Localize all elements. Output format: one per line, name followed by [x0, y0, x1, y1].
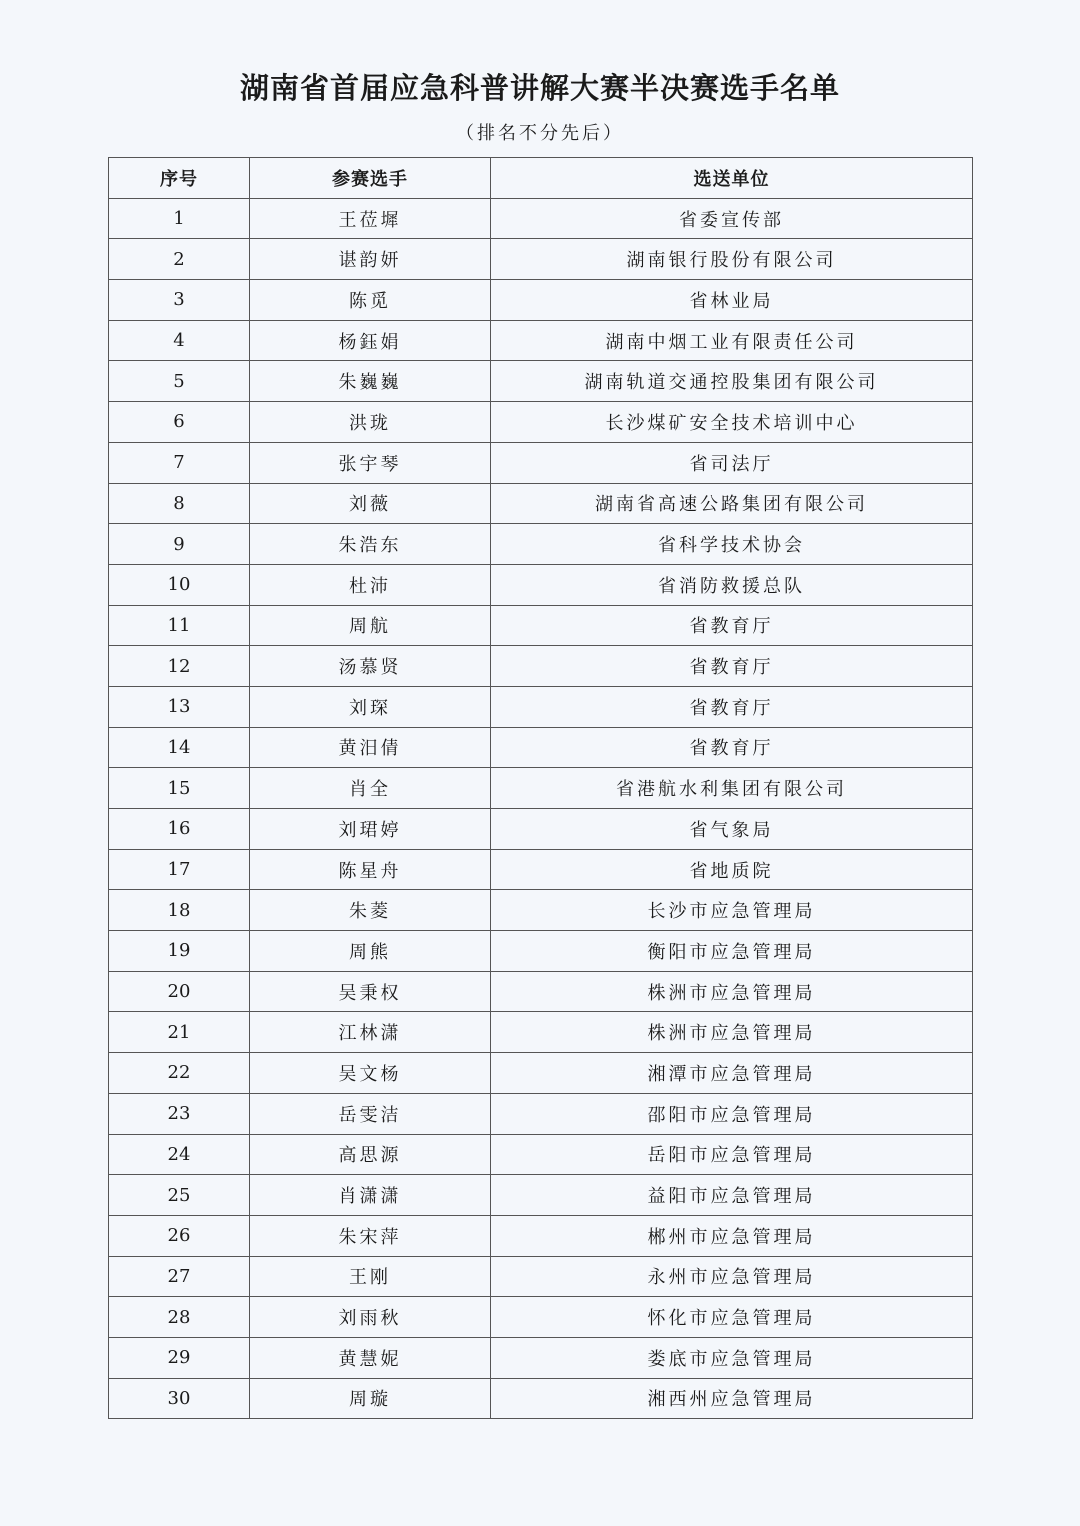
table-row — [109, 890, 973, 931]
cell-contestant-name: 刘雨秋 — [250, 1297, 491, 1338]
table-row — [109, 1012, 973, 1053]
cell-contestant-name: 刘薇 — [250, 483, 491, 524]
cell-contestant-name: 朱巍巍 — [250, 361, 491, 402]
header-number: 序号 — [109, 158, 250, 199]
cell-number: 3 — [109, 280, 250, 321]
cell-number: 30 — [109, 1378, 250, 1419]
contestant-table — [108, 157, 973, 1419]
cell-number: 23 — [109, 1093, 250, 1134]
cell-contestant-name: 吴秉权 — [250, 971, 491, 1012]
cell-number: 6 — [109, 402, 250, 443]
cell-unit: 长沙煤矿安全技术培训中心 — [491, 402, 973, 443]
cell-contestant-name: 朱宋萍 — [250, 1215, 491, 1256]
cell-unit: 株洲市应急管理局 — [491, 971, 973, 1012]
cell-unit: 娄底市应急管理局 — [491, 1337, 973, 1378]
cell-number: 15 — [109, 768, 250, 809]
table-row — [109, 931, 973, 972]
table-row — [109, 1175, 973, 1216]
table-row — [109, 768, 973, 809]
cell-number: 13 — [109, 686, 250, 727]
cell-unit: 省气象局 — [491, 809, 973, 850]
table-row — [109, 524, 973, 565]
cell-contestant-name: 肖潇潇 — [250, 1175, 491, 1216]
table-row — [109, 442, 973, 483]
table-row — [109, 1215, 973, 1256]
cell-contestant-name: 刘珺婷 — [250, 809, 491, 850]
cell-number: 19 — [109, 931, 250, 972]
cell-unit: 湘西州应急管理局 — [491, 1378, 973, 1419]
cell-number: 4 — [109, 320, 250, 361]
cell-number: 11 — [109, 605, 250, 646]
cell-unit: 省港航水利集团有限公司 — [491, 768, 973, 809]
cell-contestant-name: 吴文杨 — [250, 1053, 491, 1094]
table-row — [109, 239, 973, 280]
cell-contestant-name: 杜沛 — [250, 564, 491, 605]
cell-contestant-name: 高思源 — [250, 1134, 491, 1175]
cell-number: 21 — [109, 1012, 250, 1053]
cell-unit: 省教育厅 — [491, 686, 973, 727]
table-row — [109, 1378, 973, 1419]
cell-contestant-name: 陈觅 — [250, 280, 491, 321]
cell-contestant-name: 黄慧妮 — [250, 1337, 491, 1378]
cell-contestant-name: 周航 — [250, 605, 491, 646]
cell-contestant-name: 朱浩东 — [250, 524, 491, 565]
cell-unit: 省委宣传部 — [491, 198, 973, 239]
cell-unit: 湖南省高速公路集团有限公司 — [491, 483, 973, 524]
cell-contestant-name: 张宇琴 — [250, 442, 491, 483]
header-unit: 选送单位 — [491, 158, 973, 199]
cell-unit: 株洲市应急管理局 — [491, 1012, 973, 1053]
cell-contestant-name: 肖全 — [250, 768, 491, 809]
cell-unit: 怀化市应急管理局 — [491, 1297, 973, 1338]
cell-unit: 湖南银行股份有限公司 — [491, 239, 973, 280]
cell-unit: 永州市应急管理局 — [491, 1256, 973, 1297]
table-row — [109, 361, 973, 402]
cell-contestant-name: 杨鈺娟 — [250, 320, 491, 361]
document-subtitle: （排名不分先后） — [456, 123, 624, 144]
document-title: 湖南省首届应急科普讲解大赛半决赛选手名单 — [239, 71, 840, 105]
cell-unit: 省科学技术协会 — [491, 524, 973, 565]
cell-number: 2 — [109, 239, 250, 280]
cell-contestant-name: 黄汨倩 — [250, 727, 491, 768]
cell-contestant-name: 陈星舟 — [250, 849, 491, 890]
cell-contestant-name: 王刚 — [250, 1256, 491, 1297]
header-contestant: 参赛选手 — [250, 158, 491, 199]
cell-number: 17 — [109, 849, 250, 890]
cell-contestant-name: 刘琛 — [250, 686, 491, 727]
table-row — [109, 1093, 973, 1134]
cell-number: 28 — [109, 1297, 250, 1338]
cell-number: 29 — [109, 1337, 250, 1378]
cell-number: 7 — [109, 442, 250, 483]
cell-unit: 益阳市应急管理局 — [491, 1175, 973, 1216]
table-row — [109, 1256, 973, 1297]
cell-contestant-name: 洪珑 — [250, 402, 491, 443]
table-row — [109, 1337, 973, 1378]
cell-number: 20 — [109, 971, 250, 1012]
cell-number: 12 — [109, 646, 250, 687]
cell-number: 10 — [109, 564, 250, 605]
table-header-row — [109, 158, 973, 199]
cell-contestant-name: 岳雯洁 — [250, 1093, 491, 1134]
table-row — [109, 564, 973, 605]
cell-contestant-name: 谌韵妍 — [250, 239, 491, 280]
table-row — [109, 483, 973, 524]
cell-number: 25 — [109, 1175, 250, 1216]
cell-number: 27 — [109, 1256, 250, 1297]
table-body — [109, 198, 973, 1419]
cell-number: 24 — [109, 1134, 250, 1175]
cell-unit: 湖南中烟工业有限责任公司 — [491, 320, 973, 361]
cell-number: 5 — [109, 361, 250, 402]
cell-number: 8 — [109, 483, 250, 524]
cell-contestant-name: 周璇 — [250, 1378, 491, 1419]
cell-unit: 省地质院 — [491, 849, 973, 890]
cell-unit: 岳阳市应急管理局 — [491, 1134, 973, 1175]
cell-number: 18 — [109, 890, 250, 931]
cell-unit: 省消防救援总队 — [491, 564, 973, 605]
cell-unit: 衡阳市应急管理局 — [491, 931, 973, 972]
cell-number: 9 — [109, 524, 250, 565]
cell-unit: 湖南轨道交通控股集团有限公司 — [491, 361, 973, 402]
table-row — [109, 727, 973, 768]
cell-unit: 省教育厅 — [491, 727, 973, 768]
cell-contestant-name: 江林潇 — [250, 1012, 491, 1053]
table-row — [109, 280, 973, 321]
cell-number: 22 — [109, 1053, 250, 1094]
table-row — [109, 646, 973, 687]
cell-contestant-name: 汤慕贤 — [250, 646, 491, 687]
cell-unit: 省林业局 — [491, 280, 973, 321]
cell-unit: 省司法厅 — [491, 442, 973, 483]
table-row — [109, 686, 973, 727]
table-row — [109, 198, 973, 239]
cell-unit: 省教育厅 — [491, 646, 973, 687]
table-row — [109, 971, 973, 1012]
table-row — [109, 1053, 973, 1094]
cell-unit: 长沙市应急管理局 — [491, 890, 973, 931]
table-row — [109, 605, 973, 646]
cell-unit: 湘潭市应急管理局 — [491, 1053, 973, 1094]
table-row — [109, 849, 973, 890]
table-row — [109, 402, 973, 443]
cell-unit: 省教育厅 — [491, 605, 973, 646]
cell-unit: 邵阳市应急管理局 — [491, 1093, 973, 1134]
cell-number: 26 — [109, 1215, 250, 1256]
cell-number: 1 — [109, 198, 250, 239]
table-row — [109, 1297, 973, 1338]
cell-contestant-name: 周熊 — [250, 931, 491, 972]
cell-contestant-name: 王莅墀 — [250, 198, 491, 239]
table-row — [109, 320, 973, 361]
cell-number: 14 — [109, 727, 250, 768]
cell-unit: 郴州市应急管理局 — [491, 1215, 973, 1256]
table-row — [109, 809, 973, 850]
cell-number: 16 — [109, 809, 250, 850]
table-row — [109, 1134, 973, 1175]
cell-contestant-name: 朱菱 — [250, 890, 491, 931]
